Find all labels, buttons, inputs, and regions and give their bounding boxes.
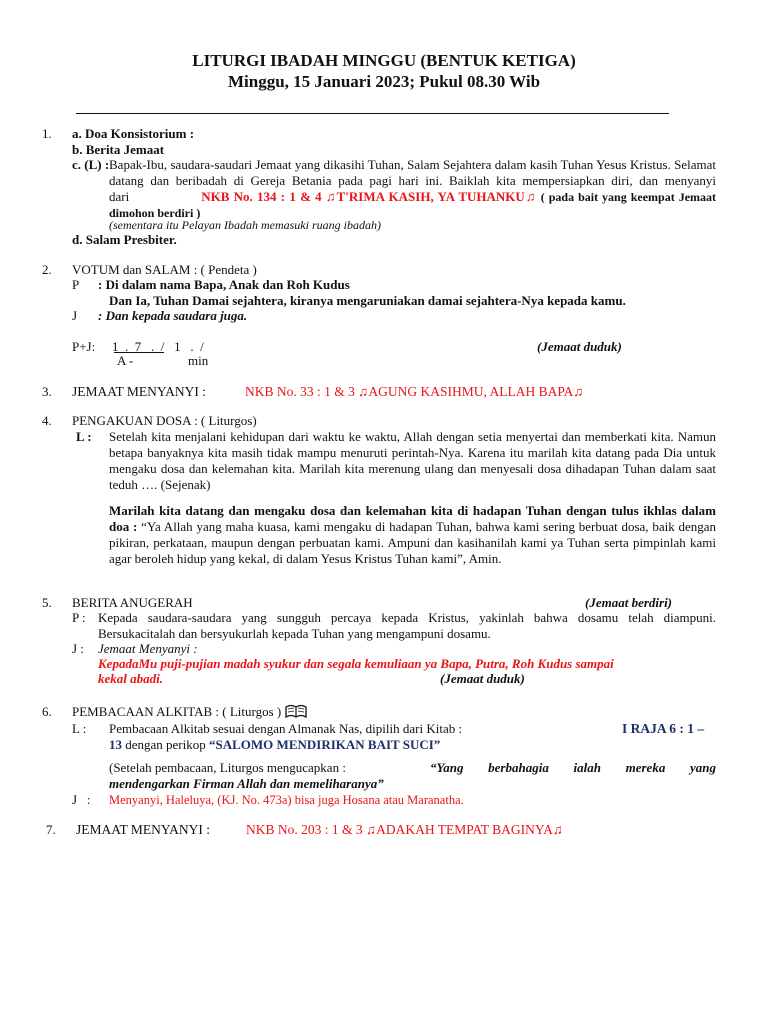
confession-prayer [109,503,716,567]
section-number: 1. [42,126,52,141]
item-b: b. Berita Jemaat [72,142,165,157]
after-reading-quote-2: mendengarkan Firman Allah dan memeliharanya” [109,776,384,791]
book-icon [285,704,307,718]
p-text-1: : Di dalam nama Bapa, Anak dan Roh Kudus [98,277,350,292]
section-heading: VOTUM dan SALAM : ( Pendeta ) [72,262,257,277]
section-number: 4. [42,413,52,428]
pj-code: 1 . 7 . / 1 . / [112,339,204,354]
item-c-label: c. (L) : [72,157,110,172]
song-title: NKB No. 203 : 1 & 3 ♫ADAKAH TEMPAT BAGINYA♫ [246,822,564,837]
item-d: d. Salam Presbiter. [72,232,177,247]
title-divider [76,113,669,114]
perikop-title: “SALOMO MENDIRIKAN BAIT SUCI” [209,737,441,752]
sit-note: (Jemaat duduk) [440,671,525,686]
section-heading: JEMAAT MENYANYI : [76,822,211,837]
section-heading: PENGAKUAN DOSA : ( Liturgos) [72,413,257,428]
song-title: NKB No. 134 : 1 & 4 ♫T'RIMA KASIH, YA TUHANKU♫ [201,189,537,204]
l-text: Setelah kita menjalani kehidupan dari waktu ke waktu, Allah dengan setia menyertai dan memberkati kita. Namun betapa banyaknya kita masih tidak mampu menuruti perintah-Nya. Karena itu marilah kita datang pada Dia untuk mengaku dosa dan kelemahan kita. Marilah kita merenung ulang dan menyesali dosa dihadapan Tuhan dalam saat teduh …. (Sejenak) [109,429,716,492]
after-reading-lead: (Setelah pembacaan, Liturgos mengucapkan : [109,760,346,775]
j-text: Jemaat Menyanyi : [98,641,198,656]
pj-label: P+J: [72,339,96,354]
pj-sub-1: A - [117,353,134,368]
section-heading: PEMBACAAN ALKITAB : ( Liturgos ) [72,704,307,720]
j-label: J [72,308,78,323]
j-text: : Dan kepada saudara juga. [98,308,248,323]
song-title: NKB No. 33 : 1 & 3 ♫AGUNG KASIHMU, ALLAH BAPA♫ [245,384,584,399]
j-label: J : [72,641,84,656]
response-line-1: KepadaMu puji-pujian madah syukur dan segala kemuliaan ya Bapa, Putra, Roh Kudus sampai [98,656,614,671]
section-number: 5. [42,595,52,610]
section-number: 7. [46,822,56,837]
j-label: J : [72,792,91,807]
p-label: P : [72,610,86,625]
p-label: P [72,277,80,292]
scripture-ref-end: 13 [109,737,122,752]
p-text-2: Dan Ia, Tuhan Damai sejahtera, kiranya mengaruniakan damai sejahtera-Nya kepada kamu. [109,293,626,308]
item-c-text: Bapak-Ibu, saudara-saudari Jemaat yang dikasihi Tuhan, Salam Sejahtera dalam kasih Tuhan Yesus Kristus. Selamat datang dan beribadah di Gereja Betania pada pagi hari ini. Baiklah kita mempersiapkan diri, dan menyanyi dari NKB No. 134 : 1 & 4 ♫T'RIMA KASIH, YA TUHANKU♫ ( pada bait yang keempat Jemaat dimohon berdiri ) [109,157,717,220]
section-number: 6. [42,704,52,719]
section-heading: BERITA ANUGERAH [72,595,193,610]
j-text: Menyanyi, Haleluya, (KJ. No. 473a) bisa juga Hosana atau Maranatha. [109,793,464,807]
section-number: 2. [42,262,52,277]
stand-note: (Jemaat berdiri) [585,595,673,610]
italic-note: (sementara itu Pelayan Ibadah memasuki ruang ibadah) [109,218,381,232]
perikop-line: 13 dengan perikop “SALOMO MENDIRIKAN BAIT SUCI” [109,737,441,752]
l-text: Pembacaan Alkitab sesuai dengan Almanak Nas, dipilih dari Kitab : [109,721,463,736]
song-note: ( pada bait yang keempat Jemaat dimohon berdiri ) [109,190,717,220]
l-label: L : [76,429,92,444]
page-title: LITURGI IBADAH MINGGU (BENTUK KETIGA) [192,51,576,70]
section-number: 3. [42,384,52,399]
pj-sub-2: min [188,353,209,368]
page-subtitle: Minggu, 15 Januari 2023; Pukul 08.30 Wib [227,72,541,91]
response-line-2: kekal abadi. [98,671,163,686]
l-label: L : [72,721,87,736]
prayer-intro: Marilah kita datang dan mengaku dosa dan kelemahan kita di hadapan Tuhan dengan tulus ikhlas dalam doa : [109,503,716,534]
item-a: a. Doa Konsistorium : [72,126,195,141]
after-reading-quote-1: “Yang berbahagia ialah mereka yang [430,760,716,775]
p-text: Kepada saudara-saudara yang sungguh percaya kepada Kristus, yakinlah bahwa dosamu telah diampuni. Bersukacitalah dan bersyukurlah kepada Tuhan yang mengampuni dosamu. [98,610,716,641]
prayer-text: “Ya Allah yang maha kuasa, kami mengaku di hadapan Tuhan, bahwa kami sering berbuat dosa, baik dengan pikiran, perkataan, maupun dengan perbuatan kami. Ampuni dan kasihanilah kami ya Tuhan serta pimpinlah kami agar beroleh hidup yang kekal, di dalam Yesus Kristus Tuhan kami”, Amin. [109,519,717,566]
pj-note: (Jemaat duduk) [537,339,622,354]
section-heading: JEMAAT MENYANYI : [72,384,207,399]
scripture-ref: I RAJA 6 : 1 – [622,721,705,736]
